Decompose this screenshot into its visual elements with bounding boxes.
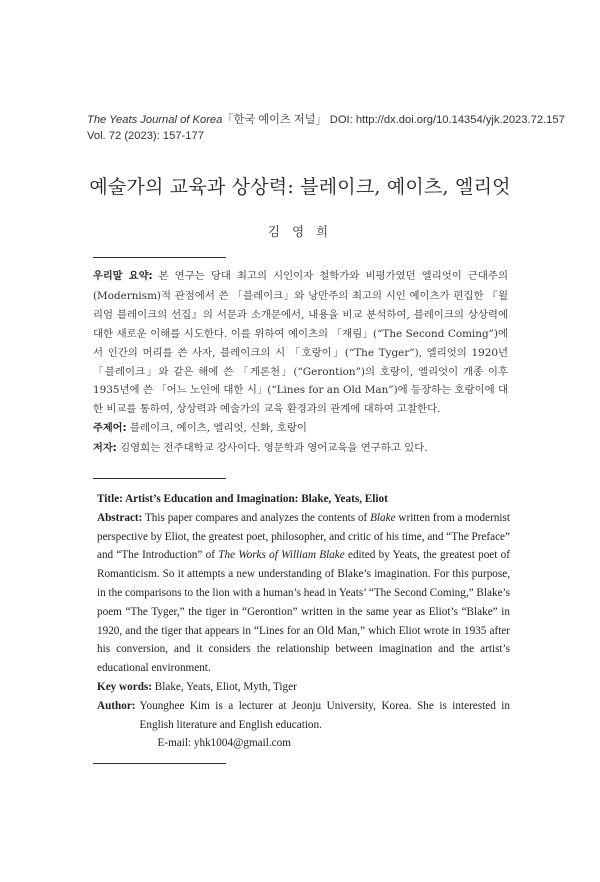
english-abstract-italic-1: Blake xyxy=(370,511,396,524)
divider-middle xyxy=(93,478,226,479)
english-author-text: Younghee Kim is a lecturer at Jeonju University, Korea. She is interested in English literature and English education. xyxy=(139,699,510,731)
korean-keywords-label: 주제어: xyxy=(93,423,127,435)
paper-title: 예술가의 교육과 상상력: 블레이크, 예이츠, 엘리엇 xyxy=(89,176,511,198)
author-name: 김 영 희 xyxy=(267,224,333,239)
divider-top xyxy=(93,257,226,258)
english-abstract-text-3: edited by Yeats, the greatest poet of Romanticism. So it attempts a new understanding of Blake’s imagination. For this purpose, in the comparisons to the lion with a human’s head in Yeats’ “The Second Coming,” Blake’s poem “The Tyger,” the tiger in “Gerontion” written in the same year as Eliot’s “Blake” in 1920, and the tiger that appears in “Lines for an Old Man,” which Eliot wrote in 1935 after his conversion, and it considers the relationship between imagination and the artist’s educational environment. xyxy=(97,549,510,675)
korean-abstract-label: 우리말 요약: xyxy=(93,271,153,282)
english-abstract-label: Abstract: xyxy=(97,511,143,524)
journal-name: The Yeats Journal of Korea xyxy=(87,114,223,126)
english-abstract-text-1: This paper compares and analyzes the contents of xyxy=(142,511,371,524)
korean-author xyxy=(93,439,508,459)
english-keywords-label: Key words: xyxy=(97,680,152,693)
english-author-details xyxy=(140,697,510,753)
divider-bottom xyxy=(93,763,226,764)
korean-abstract-block xyxy=(93,267,508,459)
english-keywords-text: Blake, Yeats, Eliot, Myth, Tiger xyxy=(152,680,297,693)
author-email[interactable]: E-mail: yhk1004@gmail.com xyxy=(157,737,291,750)
english-keywords xyxy=(97,678,510,697)
journal-korean-name: 「한국 예이츠 저널」 xyxy=(222,114,327,126)
english-title: Title: Artist’s Education and Imagination: Blake, Yeats, Eliot xyxy=(97,493,388,505)
english-author xyxy=(97,697,510,753)
journal-citation-line xyxy=(87,112,565,128)
journal-header xyxy=(87,112,565,144)
korean-author-text: 김영희는 전주대학교 강사이다. 영문학과 영어교육을 연구하고 있다. xyxy=(116,442,428,455)
english-author-label: Author: xyxy=(97,699,136,712)
english-abstract xyxy=(97,509,510,678)
english-abstract-text-2: written from a modernist perspective by Eliot, the greatest poet, philosopher, and critic of his time, and “The Preface” and “The Introduction” of xyxy=(97,511,510,562)
korean-abstract-text: 본 연구는 당대 최고의 시인이자 철학가와 비평가였던 엘리엇이 근대주의(Modernism)적 관점에서 쓴 「블레이크」와 낭만주의 최고의 시인 예이츠가 편집한 『윌리엄 블레이크의 선집』의 서문과 소개문에서, 내용을 비교 분석하여, 블레이크의 상상력에 대한 새로운 이해를 시도한다. 이를 위하여 예이츠의 「재림」(“The Second Coming”)에서 인간의 머리를 쓴 사자, 블레이크의 시 「호랑이」(“The Tyger”), 엘리엇의 1920년 「블레이크」와 같은 해에 쓴 「게론천」(“Gerontion”)의 호랑이, 엘리엇이 개종 이후 1935년에 쓴 「어느 노인에 대한 시」(“Lines for an Old Man”)에 등장하는 호랑이에 대한 비교를 통하여, 상상력과 예술가의 교육 환경과의 관계에 대하여 고찰한다. xyxy=(93,270,509,416)
korean-abstract xyxy=(93,267,508,419)
doi-link[interactable]: DOI: http://dx.doi.org/10.14354/yjk.2023.72.157 xyxy=(329,114,565,126)
english-abstract-block xyxy=(97,490,510,753)
english-abstract-italic-2: The Works of William Blake xyxy=(218,549,345,562)
korean-keywords-text: 블레이크, 예이츠, 엘리엇, 신화, 호랑이 xyxy=(126,422,307,435)
korean-author-label: 저자: xyxy=(93,443,117,455)
volume-line: Vol. 72 (2023): 157-177 xyxy=(87,130,204,142)
korean-keywords xyxy=(93,419,508,439)
